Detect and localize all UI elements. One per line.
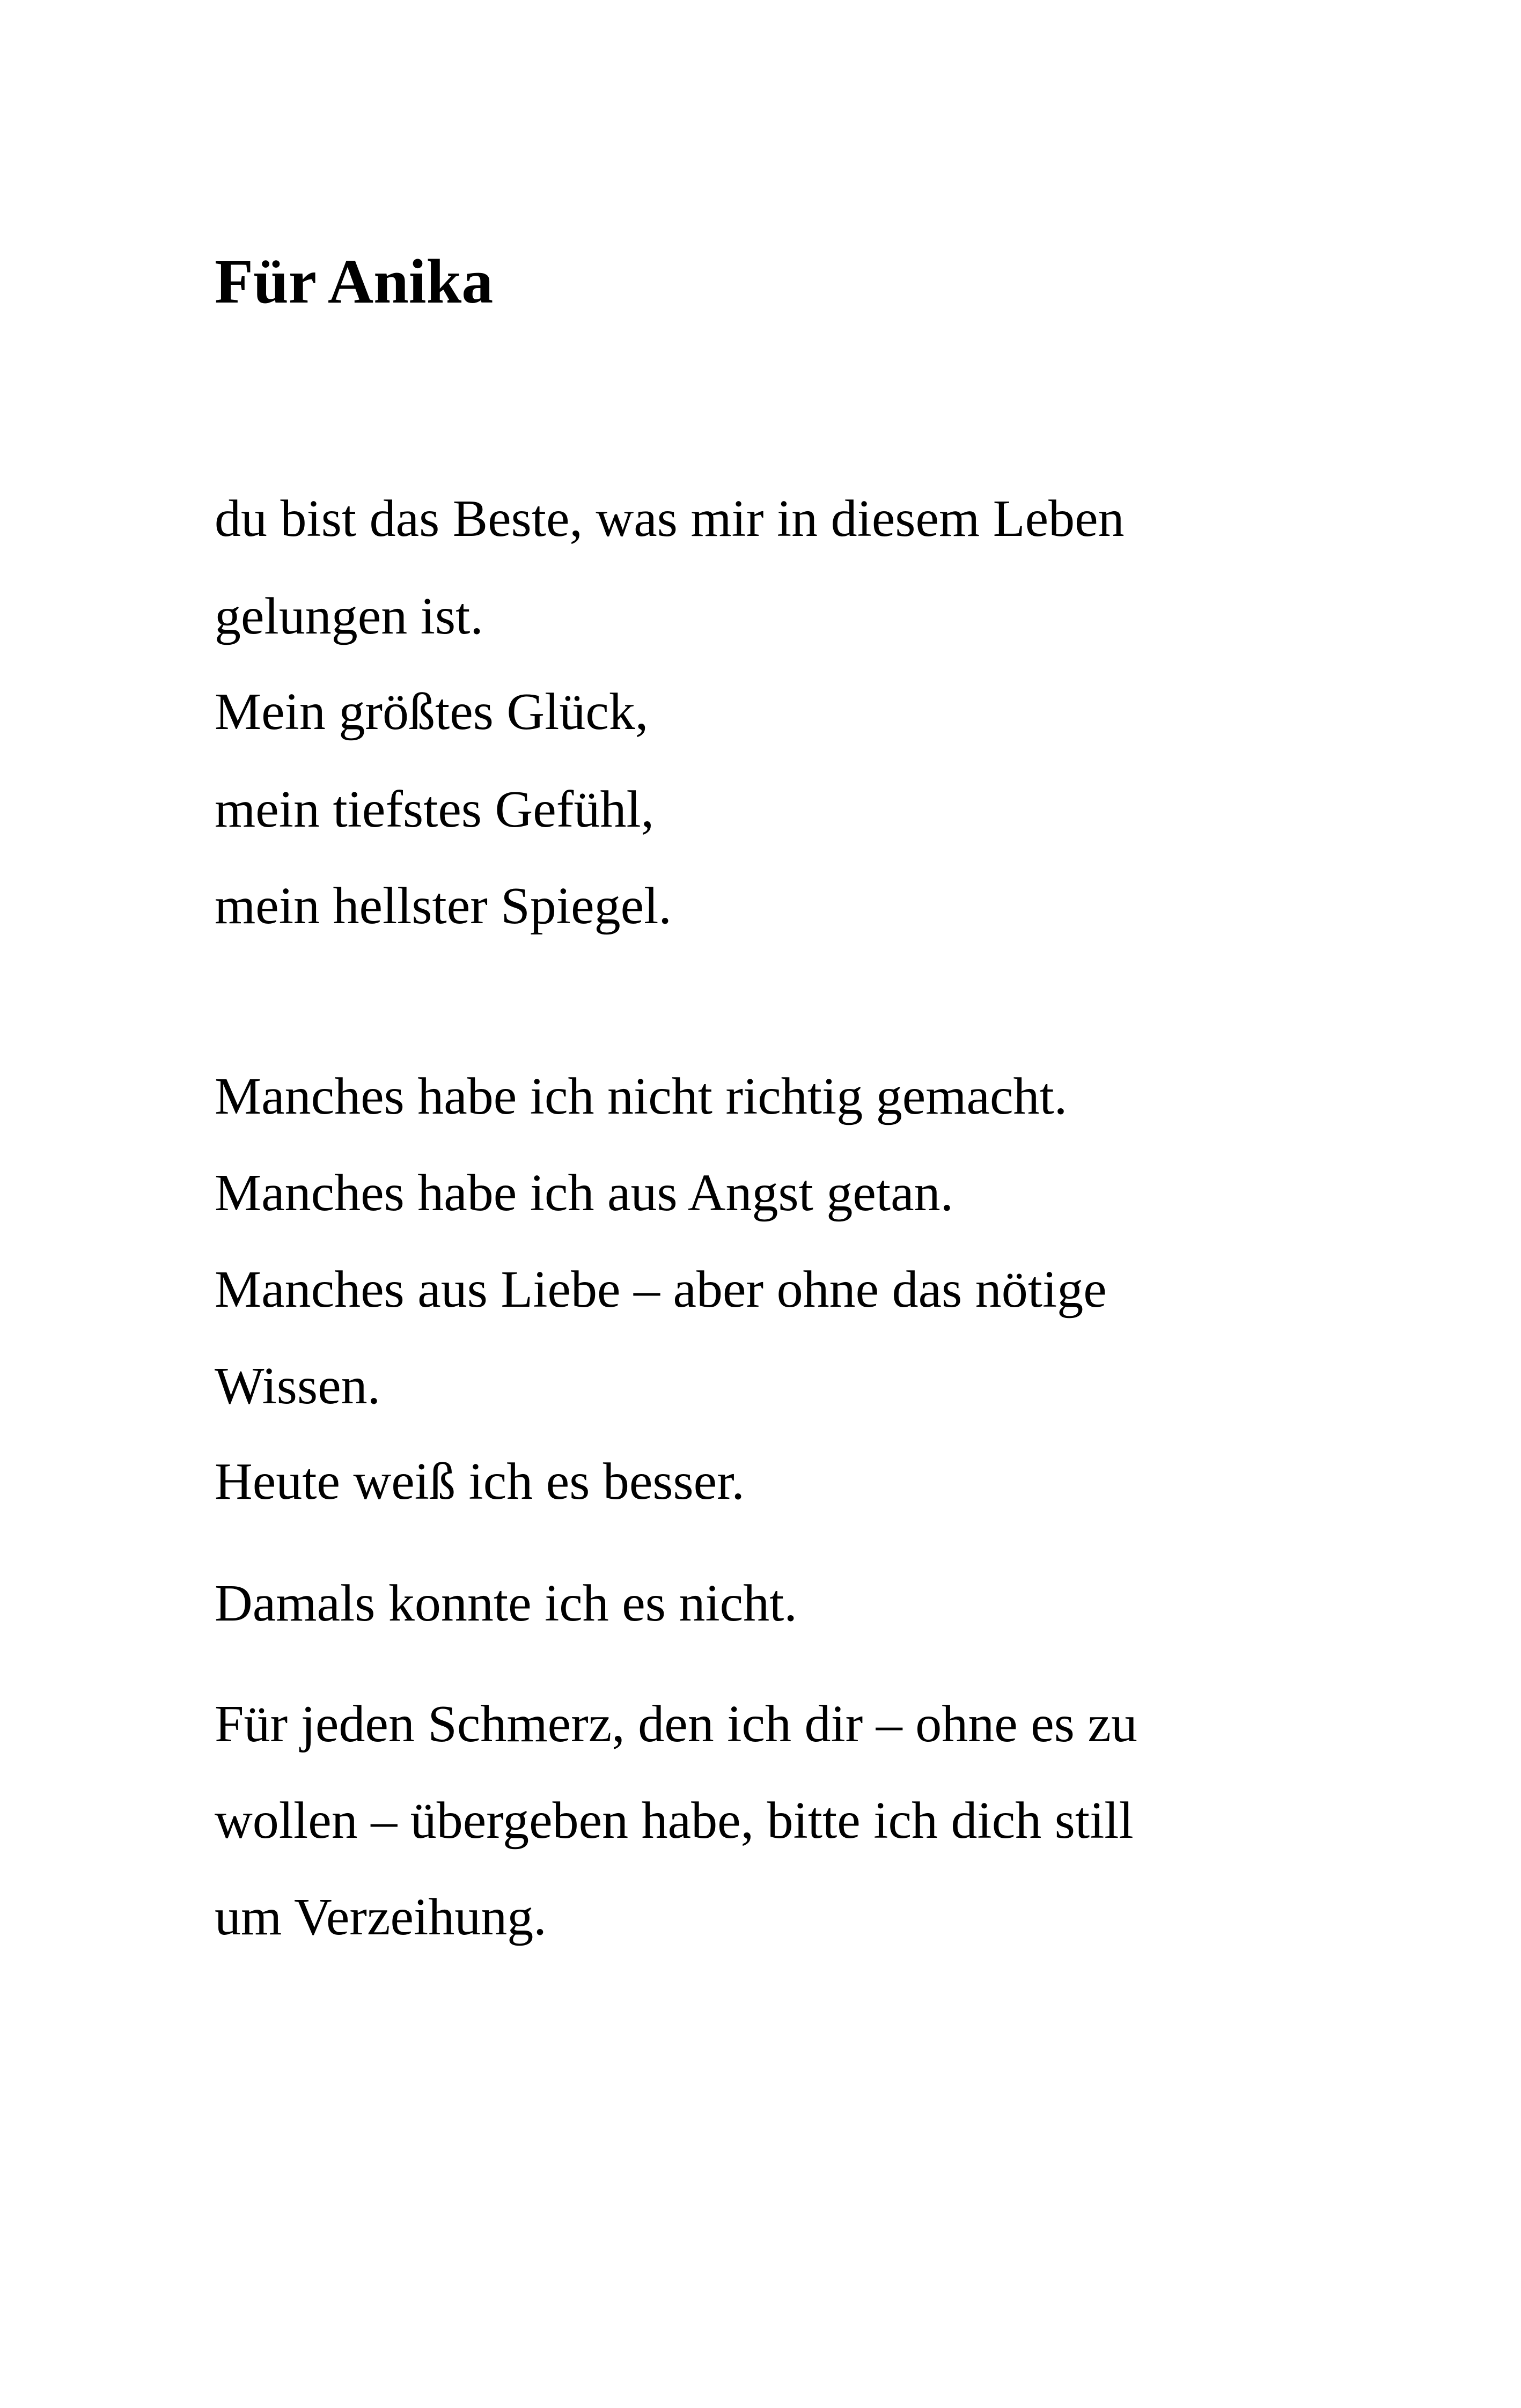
poem-line: Manches habe ich nicht richtig gemacht. xyxy=(215,1067,1068,1125)
poem-line: wollen – übergeben habe, bitte ich dich still xyxy=(215,1792,1134,1850)
poem-line: du bist das Beste, was mir in diesem Leben xyxy=(215,490,1125,548)
poem-line: mein hellster Spiegel. xyxy=(215,877,672,935)
poem-line: Manches habe ich aus Angst getan. xyxy=(215,1164,954,1222)
poem-line: Heute weiß ich es besser. xyxy=(215,1453,745,1511)
poem-line: Manches aus Liebe – aber ohne das nötige xyxy=(215,1261,1107,1319)
poem-line: mein tiefstes Gefühl, xyxy=(215,780,655,838)
poem-line: Damals konnte ich es nicht. xyxy=(215,1574,797,1632)
poem-line: Für jeden Schmerz, den ich dir – ohne es zu xyxy=(215,1695,1137,1753)
poem-line: Mein größtes Glück, xyxy=(215,683,649,741)
poem-title: Für Anika xyxy=(215,246,494,316)
poem-line: gelungen ist. xyxy=(215,587,483,645)
poem-line: um Verzeihung. xyxy=(215,1888,547,1946)
poem-line: Wissen. xyxy=(215,1357,381,1415)
